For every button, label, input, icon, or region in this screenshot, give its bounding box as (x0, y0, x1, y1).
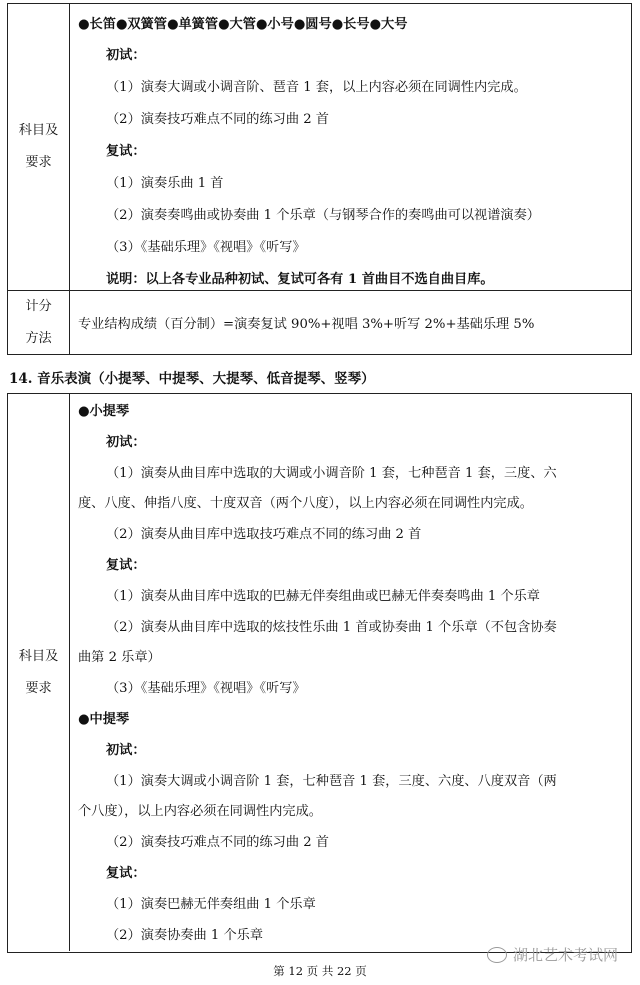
retest-item: （2）演奏协奏曲 1 个乐章 (106, 927, 264, 943)
wechat-icon (487, 947, 507, 963)
watermark-text: 湖北艺术考试网 (513, 946, 619, 964)
label-line: 要求 (25, 155, 52, 170)
requirements-content (70, 4, 631, 290)
retest-item: （1）演奏从曲目库中选取的巴赫无伴奏组曲或巴赫无伴奏奏鸣曲 1 个乐章 (106, 588, 540, 604)
prelim-item: （2）演奏技巧难点不同的练习曲 2 首 (106, 835, 329, 851)
prelim-item: （2）演奏技巧难点不同的练习曲 2 首 (106, 112, 329, 127)
label-line: 方法 (25, 330, 52, 346)
scoring-text: 专业结构成绩（百分制）=演奏复试 90%+视唱 3%+听写 2%+基础乐理 5% (78, 317, 535, 332)
prelim-title: 初试： (106, 742, 146, 758)
requirements-content (70, 394, 631, 951)
prelim-title: 初试： (106, 48, 146, 63)
prelim-title: 初试： (106, 434, 146, 450)
requirements-row (8, 394, 631, 951)
retest-item: （1）演奏巴赫无伴奏组曲 1 个乐章 (106, 896, 316, 912)
section-title: 14. 音乐表演（小提琴、中提琴、大提琴、低音提琴、竖琴） (9, 371, 375, 387)
viola-title: ●中提琴 (78, 711, 130, 727)
note-text: 说明：以上各专业品种初试、复试可各有 1 首曲目不选自曲目库。 (106, 272, 494, 287)
instrument-list: ●长笛●双簧管●单簧管●大管●小号●圆号●长号●大号 (78, 17, 408, 32)
violin-title: ●小提琴 (78, 404, 130, 419)
watermark (487, 944, 618, 965)
page-footer: 第 12 页 共 22 页 (273, 964, 367, 978)
prelim-item: （1）演奏大调或小调音阶 1 套，七种琶音 1 套，三度、六度、八度双音（两 (106, 773, 557, 789)
scoring-content (70, 291, 631, 354)
label-line: 计分 (25, 298, 52, 314)
row-label (8, 394, 70, 951)
retest-item-continuation: 曲第 2 乐章） (78, 650, 161, 666)
row-label (8, 291, 70, 354)
prelim-item-continuation: 度、八度、伸指八度、十度双音（两个八度），以上内容必须在同调性内完成。 (78, 496, 533, 512)
prelim-item-continuation: 个八度），以上内容必须在同调性内完成。 (78, 804, 322, 820)
retest-title: 复试： (106, 557, 146, 573)
prelim-item: （1）演奏从曲目库中选取的大调或小调音阶 1 套，七种琶音 1 套，三度、六 (106, 465, 557, 481)
prelim-item: （1）演奏大调或小调音阶、琶音 1 套，以上内容必须在同调性内完成。 (106, 80, 527, 95)
requirements-table-strings (7, 393, 632, 953)
retest-item: （2）演奏从曲目库中选取的炫技性乐曲 1 首或协奏曲 1 个乐章（不包含协奏 (106, 619, 557, 635)
row-label (8, 4, 70, 290)
retest-title: 复试： (106, 865, 146, 881)
retest-item: （3）《基础乐理》《视唱》《听写》 (106, 681, 306, 697)
label-line: 要求 (25, 680, 52, 696)
requirements-table-winds (7, 3, 632, 355)
prelim-item: （2）演奏从曲目库中选取技巧难点不同的练习曲 2 首 (106, 527, 422, 543)
retest-item: （3）《基础乐理》《视唱》《听写》 (106, 240, 306, 255)
scoring-row (8, 290, 631, 354)
label-line: 科目及 (18, 648, 59, 664)
retest-item: （2）演奏奏鸣曲或协奏曲 1 个乐章（与钢琴合作的奏鸣曲可以视谱演奏） (106, 208, 540, 223)
retest-title: 复试： (106, 144, 146, 159)
requirements-row (8, 4, 631, 290)
retest-item: （1）演奏乐曲 1 首 (106, 176, 224, 191)
label-line: 科目及 (18, 123, 59, 138)
